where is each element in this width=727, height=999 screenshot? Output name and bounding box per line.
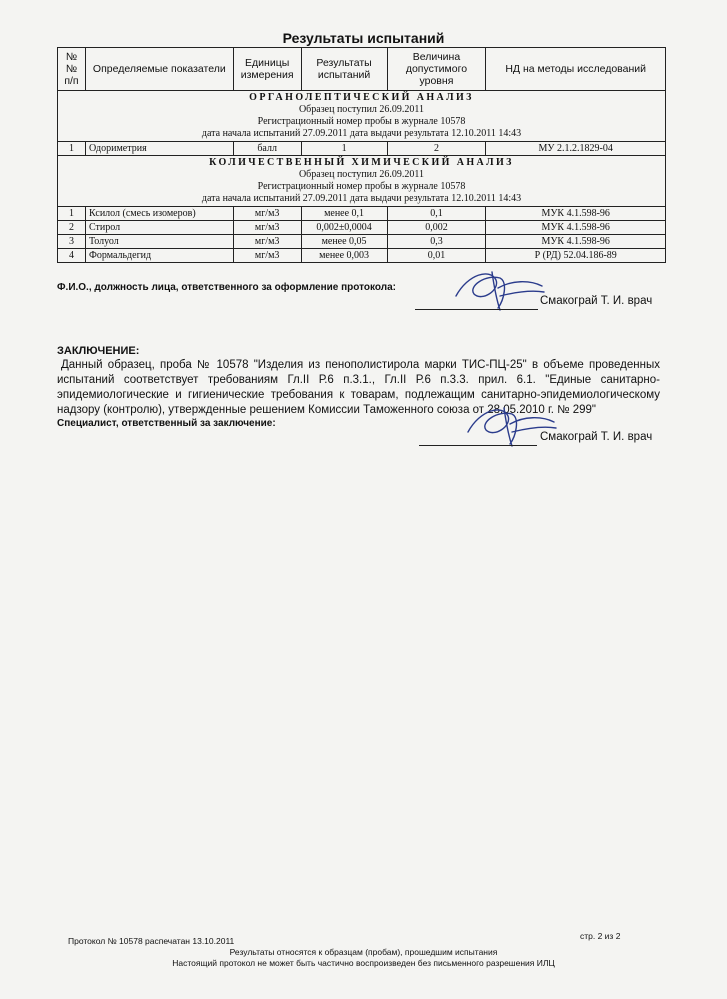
row-limit: 0,01 [387, 249, 486, 263]
row-number: 4 [58, 249, 86, 263]
col-header-method: НД на методы исследований [486, 48, 666, 91]
row-limit: 0,3 [387, 235, 486, 249]
footer-note: Настоящий протокол не может быть частично воспроизведен без письменного разрешения ИЛЦ [172, 958, 555, 968]
table-row [58, 207, 666, 221]
col-header-number: №№ п/п [58, 48, 86, 91]
row-indicator: Толуол [85, 235, 233, 249]
table-row [58, 221, 666, 235]
row-limit: 0,1 [387, 207, 486, 221]
row-number: 2 [58, 221, 86, 235]
signature-line [415, 309, 538, 310]
row-result: менее 0,1 [301, 207, 387, 221]
row-unit: мг/м3 [233, 235, 301, 249]
section-title: ОРГАНОЛЕПТИЧЕСКИЙ АНАЛИЗ [249, 92, 474, 103]
row-indicator: Ксилол (смесь изомеров) [85, 207, 233, 221]
conclusion-person-name: Смакограй Т. И. врач [540, 431, 653, 443]
row-indicator: Одориметрия [85, 142, 233, 156]
row-result: 0,002±0,0004 [301, 221, 387, 235]
row-unit: балл [233, 142, 301, 156]
row-method: МУК 4.1.598-96 [486, 207, 666, 221]
section-organoleptic [58, 91, 666, 142]
section-info-line: Образец поступил 26.09.2011 [298, 169, 425, 180]
section-info-line: Регистрационный номер пробы в журнале 10578 [257, 116, 466, 127]
section-info-line: Регистрационный номер пробы в журнале 10578 [257, 181, 466, 192]
section-info-line: дата начала испытаний 27.09.2011 дата выдачи результата 12.10.2011 14:43 [201, 128, 522, 139]
table-row [58, 142, 666, 156]
section-info-line: Образец поступил 26.09.2011 [298, 104, 425, 115]
row-number: 1 [58, 207, 86, 221]
row-unit: мг/м3 [233, 249, 301, 263]
col-header-results: Результаты испытаний [301, 48, 387, 91]
results-table [57, 47, 666, 263]
row-method: МУ 2.1.2.1829-04 [486, 142, 666, 156]
col-header-limit: Величина допустимого уровня [387, 48, 486, 91]
row-result: менее 0,003 [301, 249, 387, 263]
row-method: МУК 4.1.598-96 [486, 221, 666, 235]
section-info-line: дата начала испытаний 27.09.2011 дата выдачи результата 12.10.2011 14:43 [201, 193, 522, 204]
signature-icon [438, 266, 548, 314]
col-header-units: Единицы измерения [233, 48, 301, 91]
conclusion-heading: ЗАКЛЮЧЕНИЕ: [57, 345, 140, 357]
row-number: 1 [58, 142, 86, 156]
row-method: МУК 4.1.598-96 [486, 235, 666, 249]
conclusion-text: Данный образец, проба № 10578 "Изделия из пенополистирола марки ТИС-ПЦ-25" в объеме проведенных испытаний соответствует требованиям Гл.II Р.6 п.3.1., Гл.II Р.6 п.3.3. прил. 6.1. "Единые санитарно-эпидемиологические и гигиенические требования к товарам, подлежащим санитарно-эпидемиологическому надзору (контролю), утвержденные решением Комиссии Таможенного союза от 28.05.2010 г. № 299" [57, 359, 660, 416]
page-title: Результаты испытаний [282, 30, 445, 46]
row-indicator: Стирол [85, 221, 233, 235]
row-limit: 2 [387, 142, 486, 156]
footer-protocol: Протокол № 10578 распечатан 13.10.2011 [68, 936, 235, 946]
conclusion-person-label: Специалист, ответственный за заключение: [57, 418, 276, 429]
row-result: менее 0,05 [301, 235, 387, 249]
section-title: КОЛИЧЕСТВЕННЫЙ ХИМИЧЕСКИЙ АНАЛИЗ [209, 157, 514, 168]
row-limit: 0,002 [387, 221, 486, 235]
row-number: 3 [58, 235, 86, 249]
table-row [58, 249, 666, 263]
protocol-person-label: Ф.И.О., должность лица, ответственного за оформление протокола: [57, 282, 396, 293]
row-method: Р (РД) 52.04.186-89 [486, 249, 666, 263]
row-indicator: Формальдегид [85, 249, 233, 263]
footer-page-number: стр. 2 из 2 [580, 931, 621, 941]
table-row [58, 235, 666, 249]
row-result: 1 [301, 142, 387, 156]
section-chemical [58, 156, 666, 207]
col-header-indicators: Определяемые показатели [85, 48, 233, 91]
signature-line [419, 445, 537, 446]
row-unit: мг/м3 [233, 207, 301, 221]
protocol-person-name: Смакограй Т. И. врач [540, 295, 653, 307]
row-unit: мг/м3 [233, 221, 301, 235]
footer-note: Результаты относятся к образцам (пробам), прошедшим испытания [229, 947, 498, 957]
table-header-row [58, 48, 666, 91]
